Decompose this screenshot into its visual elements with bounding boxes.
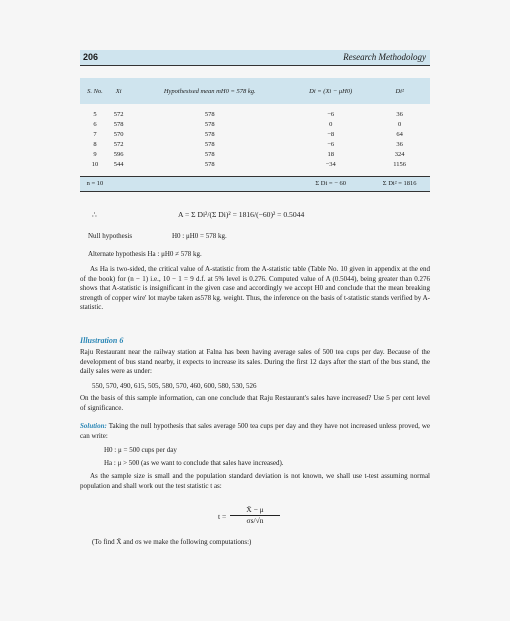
- table-cell: 578: [204, 111, 215, 118]
- table-cell: −34: [325, 161, 336, 168]
- a-statistic-formula: A = Σ Di²/(Σ Di)² = 1816/(−60)² = 0.5044: [178, 210, 305, 219]
- solution-label: Solution:: [80, 422, 107, 430]
- illustration-paragraph: Raju Restaurant near the railway station at Falna has been having average sales of 500 tea cups per day. Because of the development of bus stand nearby, it expects to increase its sales. During the first 12 days after the start of the bus stand, the daily sales were as under:: [80, 348, 430, 376]
- table-cell: 578: [204, 131, 215, 138]
- t-test-paragraph: As the sample size is small and the population standard deviation is not known, we shall use t-test assuming normal population and shall work out the test statistic t as:: [80, 472, 430, 490]
- table-cell: 5: [93, 111, 97, 118]
- t-numerator: X̄ − μ: [230, 505, 280, 516]
- total-cell: Σ Di = − 60: [292, 177, 369, 192]
- table-cell: 578: [204, 141, 215, 148]
- table-cell: −6: [327, 111, 335, 118]
- page-header: [80, 50, 430, 66]
- null-hypothesis-label: Null hypothesis: [88, 232, 133, 240]
- table-cell: 578: [204, 161, 215, 168]
- h0-statement: H0 : μ = 500 cups per day: [104, 446, 177, 454]
- therefore-symbol: ∴: [92, 210, 97, 219]
- t-denominator: σs/√n: [246, 516, 264, 525]
- column-header: Di²: [369, 78, 430, 104]
- alternate-hypothesis: Alternate hypothesis Ha : μH0 ≠ 578 kg.: [88, 250, 202, 258]
- total-row: [80, 177, 430, 192]
- table-row: [80, 120, 430, 130]
- t-fraction: [230, 505, 280, 525]
- data-table: [80, 78, 430, 192]
- table-cell: 1156: [393, 161, 407, 168]
- final-note: (To find X̄ and σs we make the following computations:): [92, 538, 252, 546]
- solution-paragraph: [80, 422, 430, 441]
- total-cell: n = 10: [80, 177, 110, 192]
- t-lhs: t =: [218, 512, 227, 521]
- table-row: [80, 130, 430, 140]
- table-row: [80, 160, 430, 170]
- table-cell: 64: [396, 131, 403, 138]
- table-cell: −6: [327, 141, 335, 148]
- table-cell: 10: [91, 161, 99, 168]
- table-cell: 572: [113, 141, 124, 148]
- table-body: [80, 104, 430, 192]
- table-cell: 544: [113, 161, 124, 168]
- table-cell: 596: [113, 151, 124, 158]
- table-cell: 6: [93, 121, 97, 128]
- question-paragraph: On the basis of this sample information, can one conclude that Raju Restaurant's sales have increased? Use 5 per cent level of significance.: [80, 394, 430, 412]
- illustration-title: Illustration 6: [80, 336, 124, 345]
- sales-list: 550, 570, 490, 615, 505, 580, 570, 460, 600, 580, 530, 526: [92, 382, 257, 390]
- table-header-row: [80, 78, 430, 104]
- table-cell: 570: [113, 131, 124, 138]
- null-hypothesis-text: H0 : μH0 = 578 kg.: [172, 232, 227, 240]
- table-cell: 9: [93, 151, 97, 158]
- table-cell: 578: [113, 121, 124, 128]
- total-cell: [110, 177, 127, 192]
- table-row: [80, 150, 430, 160]
- column-header: Hypothesised mean mH0 = 578 kg.: [127, 78, 292, 104]
- table-cell: 0: [329, 121, 333, 128]
- table-cell: 7: [93, 131, 97, 138]
- table-cell: 578: [204, 151, 215, 158]
- table-cell: 8: [93, 141, 97, 148]
- table-cell: 572: [113, 111, 124, 118]
- table-cell: 0: [398, 121, 402, 128]
- column-header: Xi: [110, 78, 127, 104]
- table-cell: 36: [396, 141, 403, 148]
- table-row: [80, 110, 430, 120]
- table-cell: 578: [204, 121, 215, 128]
- paragraph-a-statistic: As Ha is two-sided, the critical value of A-statistic from the A-statistic table (Table No. 10 given in appendix at the end of the book) for (n − 1) i.e., 10 − 1 = 9 d.f. at 5% level is 0.276. Computed value of A (0.5044), being greater than 0.276 shows that A-statistic is insignificant in the given case and accordingly we accept H0 and conclude that the mean breaking strength of copper wire' lot maybe taken as578 kg. weight. Thus, the inference on the basis of t-statistic stands verified by A-statistic.: [80, 265, 430, 312]
- column-header: Di = (Xi − μH0): [292, 78, 369, 104]
- table-cell: −8: [327, 131, 335, 138]
- table-cell: 36: [396, 111, 403, 118]
- book-title: Research Methodology: [343, 52, 426, 62]
- total-cell: Σ Di² = 1816: [369, 177, 430, 192]
- ha-statement: Ha : μ > 500 (as we want to conclude that sales have increased).: [104, 459, 284, 467]
- total-cell: [127, 177, 292, 192]
- column-header: S. No.: [80, 78, 110, 104]
- page-number: 206: [83, 52, 99, 62]
- solution-text: Taking the null hypothesis that sales average 500 tea cups per day and they have not increased unless proved, we can write:: [80, 422, 431, 440]
- table-row: [80, 140, 430, 150]
- table-cell: 18: [327, 151, 334, 158]
- table-cell: 324: [394, 151, 405, 158]
